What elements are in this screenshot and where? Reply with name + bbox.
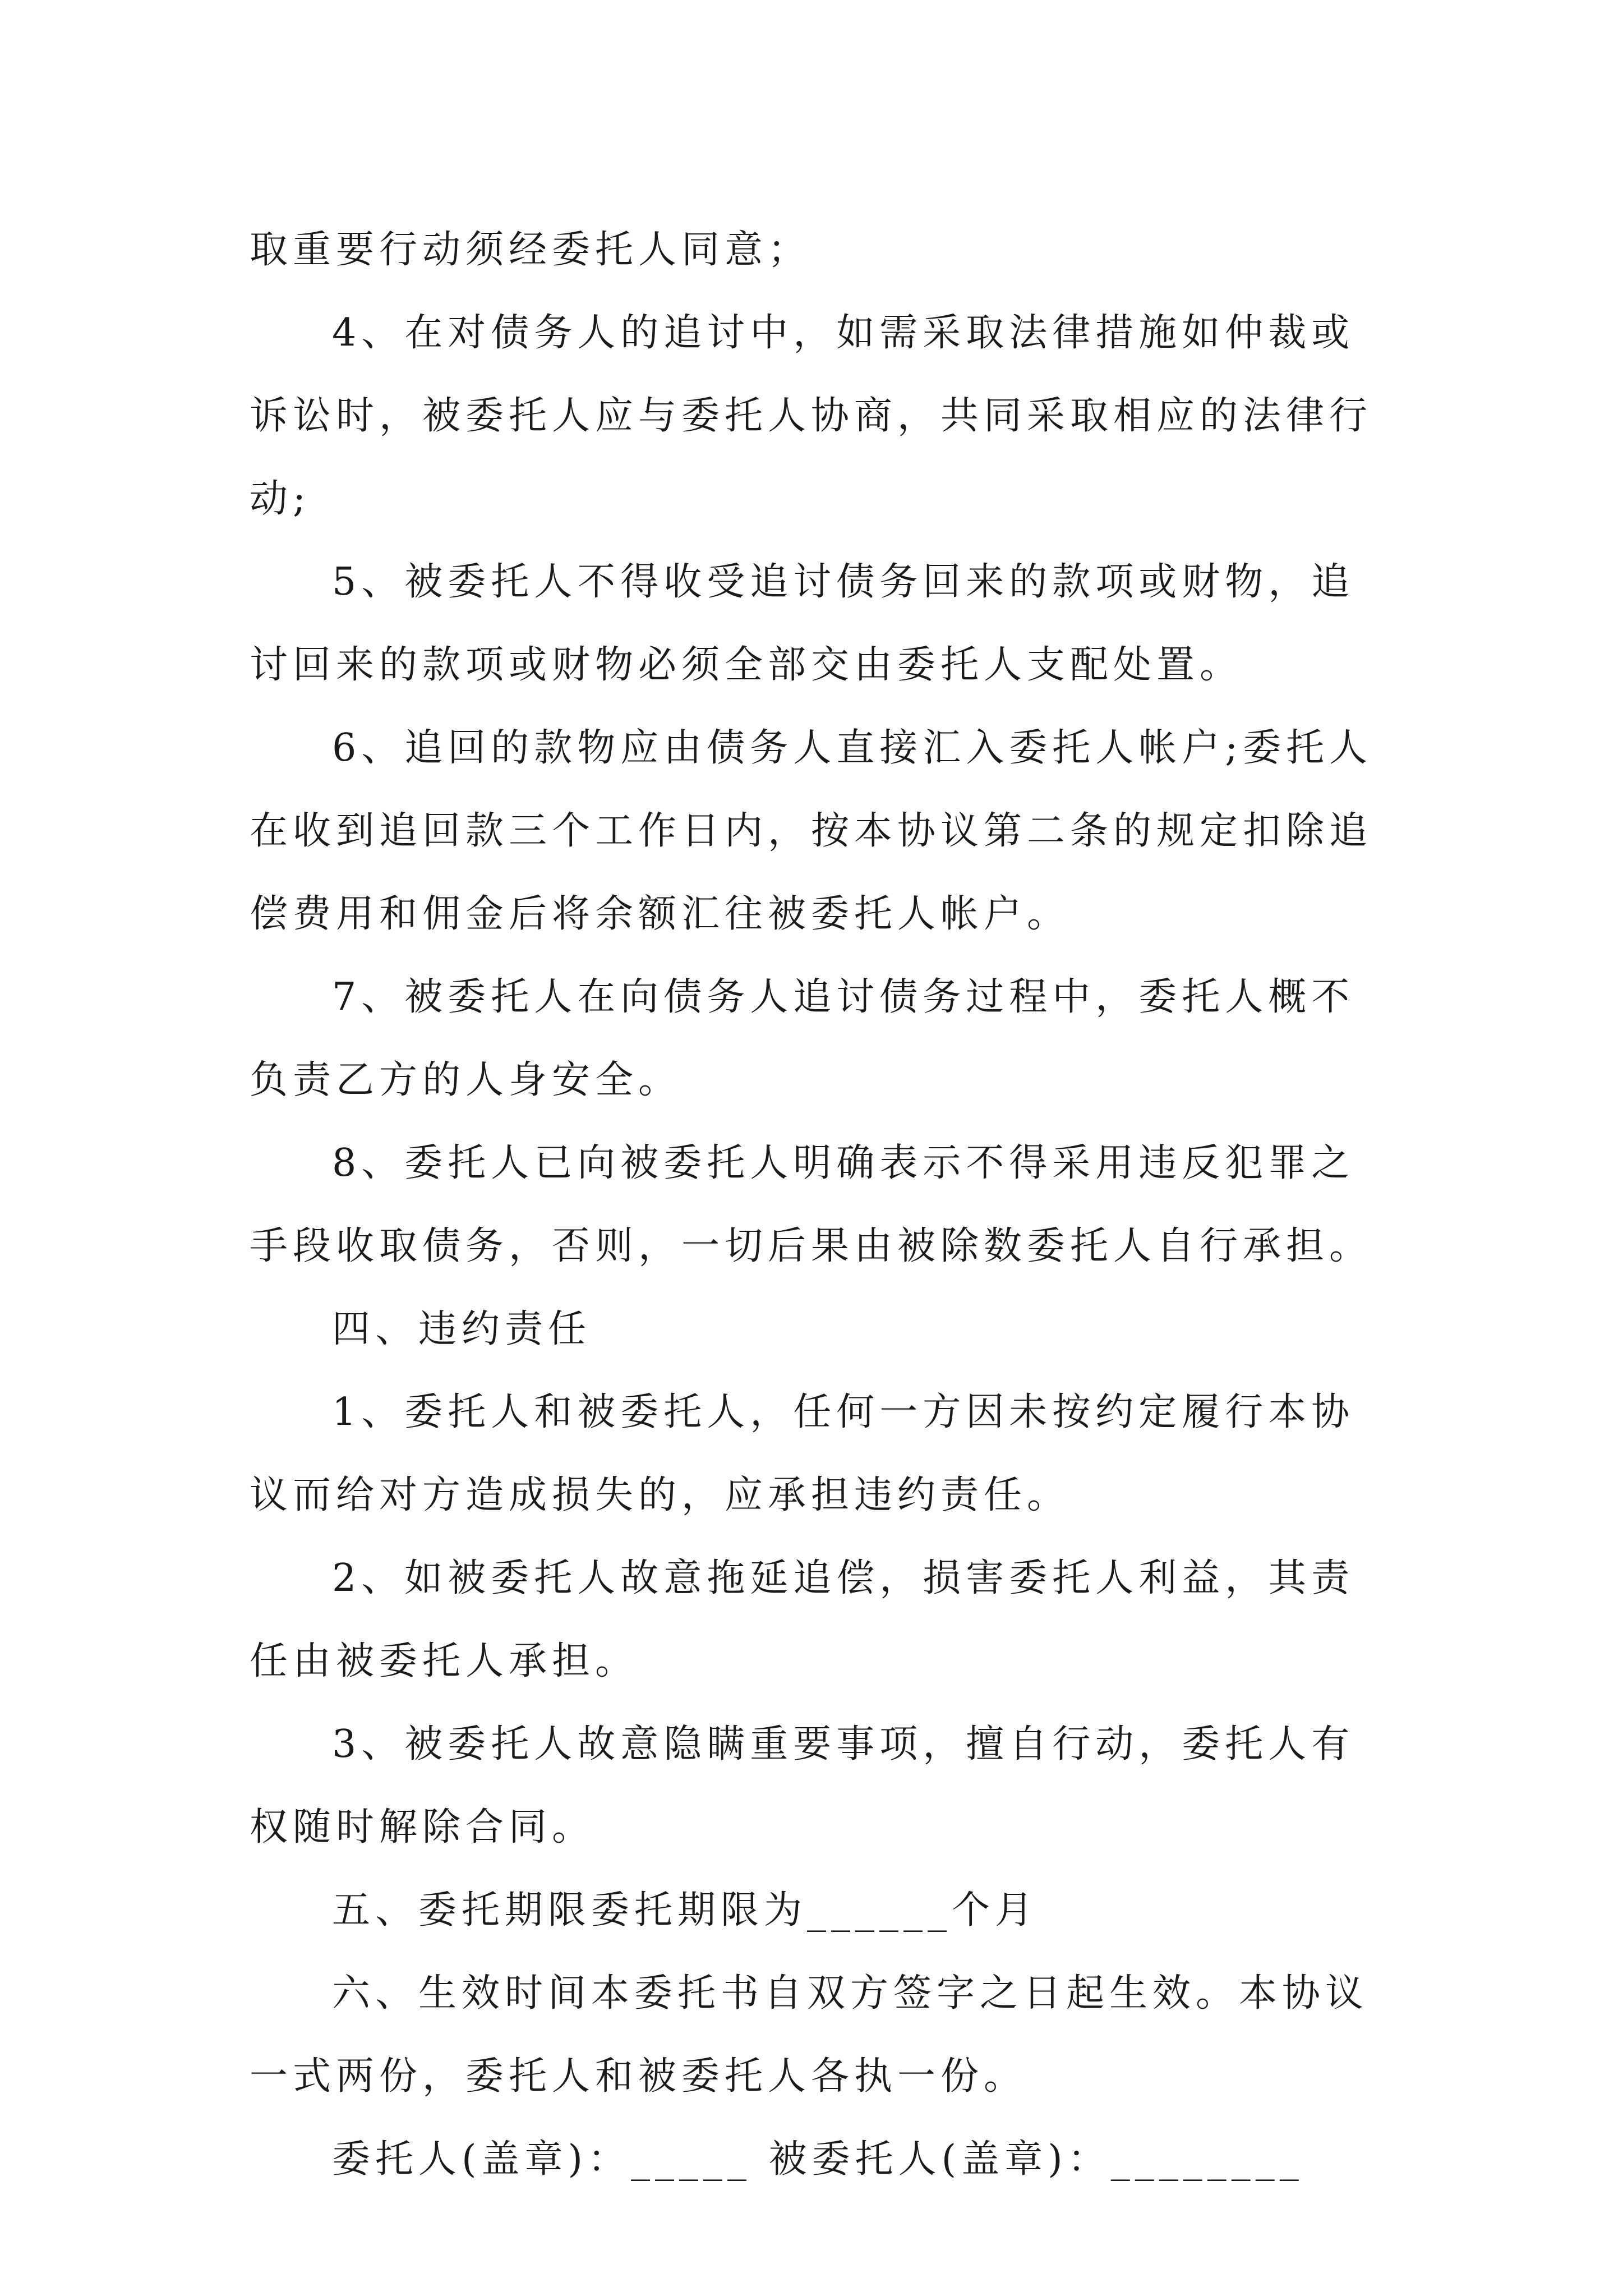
paragraph-clause-7: 7、被委托人在向债务人追讨债务过程中，委托人概不负责乙方的人身安全。 [250, 975, 1355, 1102]
paragraph-breach-3: 3、被委托人故意隐瞒重要事项，擅自行动，委托人有权随时解除合同。 [250, 1722, 1355, 1849]
document-body [250, 209, 1382, 2201]
paragraph-breach-1: 1、委托人和被委托人，任何一方因未按约定履行本协议而给对方造成损失的，应承担违约责任。 [250, 1390, 1355, 1517]
paragraph-clause-6: 6、追回的款物应由债务人直接汇入委托人帐户;委托人在收到追回款三个工作日内，按本协议第二条的规定扣除追偿费用和佣金后将余额汇往被委托人帐户。 [250, 726, 1373, 936]
section-term: 五、委托期限委托期限为______个月 [332, 1888, 1039, 1932]
paragraph-breach-2: 2、如被委托人故意拖延追偿，损害委托人利益，其责任由被委托人承担。 [250, 1556, 1355, 1683]
paragraph-clause-5: 5、被委托人不得收受追讨债务回来的款项或财物，追讨回来的款项或财物必须全部交由委托人支配处置。 [250, 560, 1355, 687]
paragraph-clause-4: 4、在对债务人的追讨中，如需采取法律措施如仲裁或诉讼时，被委托人应与委托人协商，共同采取相应的法律行动; [250, 311, 1373, 521]
section-heading-breach: 四、违约责任 [332, 1307, 592, 1351]
signature-line: 委托人(盖章)：_____ 被委托人(盖章)：________ [332, 2137, 1304, 2182]
paragraph-clause-8: 8、委托人已向被委托人明确表示不得采用违反犯罪之手段收取债务，否则，一切后果由被除数委托人自行承担。 [250, 1141, 1373, 1268]
section-effective-date: 六、生效时间本委托书自双方签字之日起生效。本协议一式两份，委托人和被委托人各执一份。 [250, 1971, 1369, 2099]
paragraph-continuation: 取重要行动须经委托人同意； [250, 228, 811, 272]
